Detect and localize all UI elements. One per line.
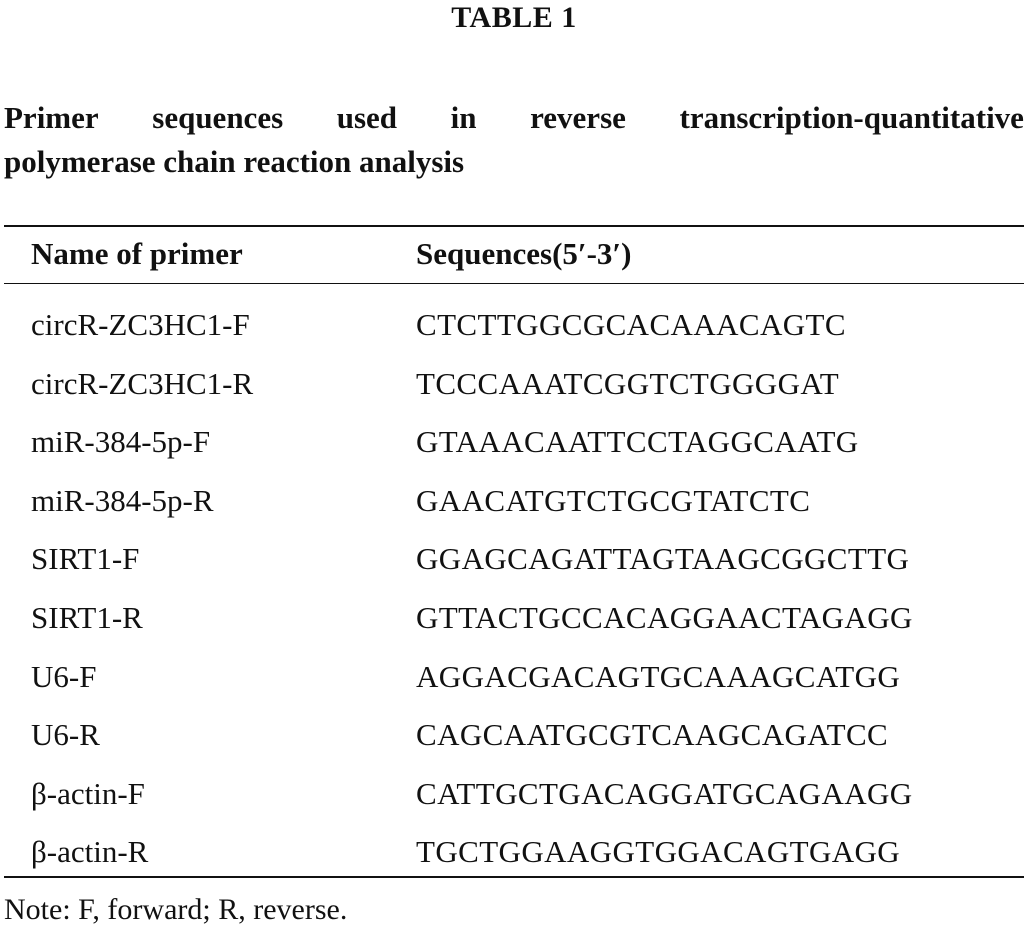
primer-sequence-cell: GGAGCAGATTAGTAAGCGGCTTG [416,541,910,577]
table-top-rule [4,225,1024,227]
header-primer-name: Name of primer [31,236,243,271]
primer-name-cell: miR-384-5p-R [31,482,214,518]
primer-sequence-cell: TGCTGGAAGGTGGACAGTGAGG [416,834,901,870]
primer-sequence-cell: GTAAACAATTCCTAGGCAATG [416,424,859,460]
header-sequence: Sequences(5′-3′) [416,236,632,271]
table-body [0,296,1028,882]
table-row [0,648,1028,707]
caption-word: Primer [4,100,99,135]
caption-word: reverse [530,100,626,135]
table-label: TABLE 1 [451,1,577,34]
table-row [0,589,1028,648]
table-row [0,355,1028,414]
primer-name-cell: miR-384-5p-F [31,424,211,460]
caption-line-2: polymerase chain reaction analysis [4,144,465,179]
caption-word: sequences [152,100,284,135]
primer-sequence-cell: TCCCAAATCGGTCTGGGGAT [416,365,840,401]
table-row [0,765,1028,824]
primer-name-cell: β-actin-F [31,775,145,811]
primer-name-cell: U6-R [31,717,100,753]
primer-name-cell: circR-ZC3HC1-F [31,307,250,342]
primer-sequence-cell: CTCTTGGCGCACAAACAGTC [416,307,846,342]
table-row [0,413,1028,472]
table-row [0,530,1028,589]
primer-name-cell: SIRT1-F [31,541,140,577]
primer-name-cell: β-actin-R [31,834,149,870]
primer-name-cell: U6-F [31,658,97,694]
primer-sequence-cell: GAACATGTCTGCGTATCTC [416,482,811,518]
table-row [0,296,1028,355]
table-footnote: Note: F, forward; R, reverse. [4,893,348,926]
table-bottom-rule [4,876,1024,878]
table-header-rule [4,283,1024,284]
primer-sequence-cell: AGGACGACAGTGCAAAGCATGG [416,658,901,694]
table-row [0,706,1028,765]
primer-sequence-cell: CAGCAATGCGTCAAGCAGATCC [416,717,889,753]
caption-word: in [450,100,477,135]
table-row [0,823,1028,882]
primer-name-cell: circR-ZC3HC1-R [31,365,254,401]
table-header-row [0,228,1028,280]
primer-sequence-cell: GTTACTGCCACAGGAACTAGAGG [416,599,913,635]
table-caption [4,96,1024,184]
caption-line-1 [4,96,1024,140]
caption-word: transcription-quantitative [679,100,1024,135]
primer-name-cell: SIRT1-R [31,599,143,635]
table-row [0,472,1028,531]
caption-word: used [336,100,398,135]
primer-sequence-cell: CATTGCTGACAGGATGCAGAAGG [416,775,913,811]
